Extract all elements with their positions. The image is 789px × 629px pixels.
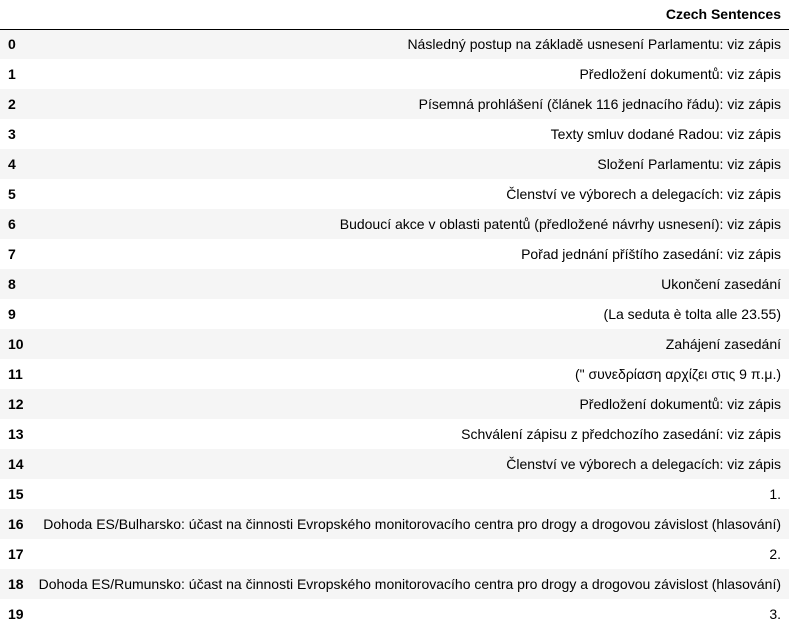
table-row (0, 509, 789, 539)
row-index: 10 (8, 336, 24, 352)
table-row (0, 539, 789, 569)
row-index: 7 (8, 246, 16, 262)
row-index: 1 (8, 66, 16, 82)
table-row (0, 209, 789, 239)
header-row (0, 0, 789, 29)
row-index: 13 (8, 426, 24, 442)
row-index: 15 (8, 486, 24, 502)
table-row (0, 179, 789, 209)
table-row (0, 299, 789, 329)
row-index: 5 (8, 186, 16, 202)
table-row (0, 149, 789, 179)
row-index: 8 (8, 276, 16, 292)
sentence-cell: (" συνεδρίαση αρχίζει στις 9 π.μ.) (574, 366, 781, 382)
sentence-cell: Schválení zápisu z předchozího zasedání: viz zápis (461, 426, 781, 442)
sentence-cell: Předložení dokumentů: viz zápis (579, 66, 781, 82)
column-header-czech-sentences: Czech Sentences (30, 0, 789, 29)
sentence-cell: Písemná prohlášení (článek 116 jednacího řádu): viz zápis (418, 96, 781, 112)
sentence-cell: Pořad jednání příštího zasedání: viz zápis (521, 246, 781, 262)
table-row (0, 449, 789, 479)
table-row (0, 329, 789, 359)
sentence-cell: (La seduta è tolta alle 23.55) (603, 306, 781, 322)
table-body (0, 29, 789, 629)
sentence-cell: Členství ve výborech a delegacích: viz zápis (506, 186, 781, 202)
sentence-cell: 1. (769, 486, 781, 502)
sentence-cell: Členství ve výborech a delegacích: viz zápis (506, 456, 781, 472)
row-index: 12 (8, 396, 24, 412)
row-index: 11 (8, 366, 23, 382)
row-index: 0 (8, 36, 16, 53)
table-row (0, 239, 789, 269)
table-row (0, 59, 789, 89)
row-index: 14 (8, 456, 24, 472)
table-row (0, 479, 789, 509)
table-row (0, 569, 789, 599)
sentence-cell: Budoucí akce v oblasti patentů (předložené návrhy usnesení): viz zápis (339, 216, 781, 232)
sentence-cell: Předložení dokumentů: viz zápis (579, 396, 781, 412)
sentence-cell: Zahájení zasedání (665, 336, 781, 352)
sentence-cell: Následný postup na základě usnesení Parlamentu: viz zápis (407, 36, 781, 53)
table-row (0, 419, 789, 449)
row-index: 2 (8, 96, 16, 112)
sentence-cell: Dohoda ES/Bulharsko: účast na činnosti Evropského monitorovacího centra pro drogy a drogovou závislost (hlasování) (43, 516, 781, 532)
row-index: 16 (8, 516, 24, 532)
index-header (0, 0, 30, 29)
row-index: 9 (8, 306, 16, 322)
row-index: 6 (8, 216, 16, 232)
row-index: 17 (8, 546, 24, 562)
sentence-cell: 2. (769, 546, 781, 562)
table-row (0, 119, 789, 149)
sentence-cell: Dohoda ES/Rumunsko: účast na činnosti Evropského monitorovacího centra pro drogy a drogovou závislost (hlasování) (38, 576, 781, 592)
table-row (0, 359, 789, 389)
sentence-cell: Texty smluv dodané Radou: viz zápis (550, 126, 781, 142)
row-index: 3 (8, 126, 16, 142)
table-header (0, 0, 789, 29)
table-row (0, 89, 789, 119)
table-row (0, 599, 789, 629)
table-row (0, 389, 789, 419)
row-index: 4 (8, 156, 16, 172)
row-index: 18 (8, 576, 24, 592)
sentence-cell: Složení Parlamentu: viz zápis (597, 156, 781, 172)
table-row (0, 29, 789, 59)
sentence-cell: Ukončení zasedání (661, 276, 781, 292)
table-row (0, 269, 789, 299)
sentence-cell: 3. (769, 606, 781, 622)
row-index: 19 (8, 606, 24, 622)
